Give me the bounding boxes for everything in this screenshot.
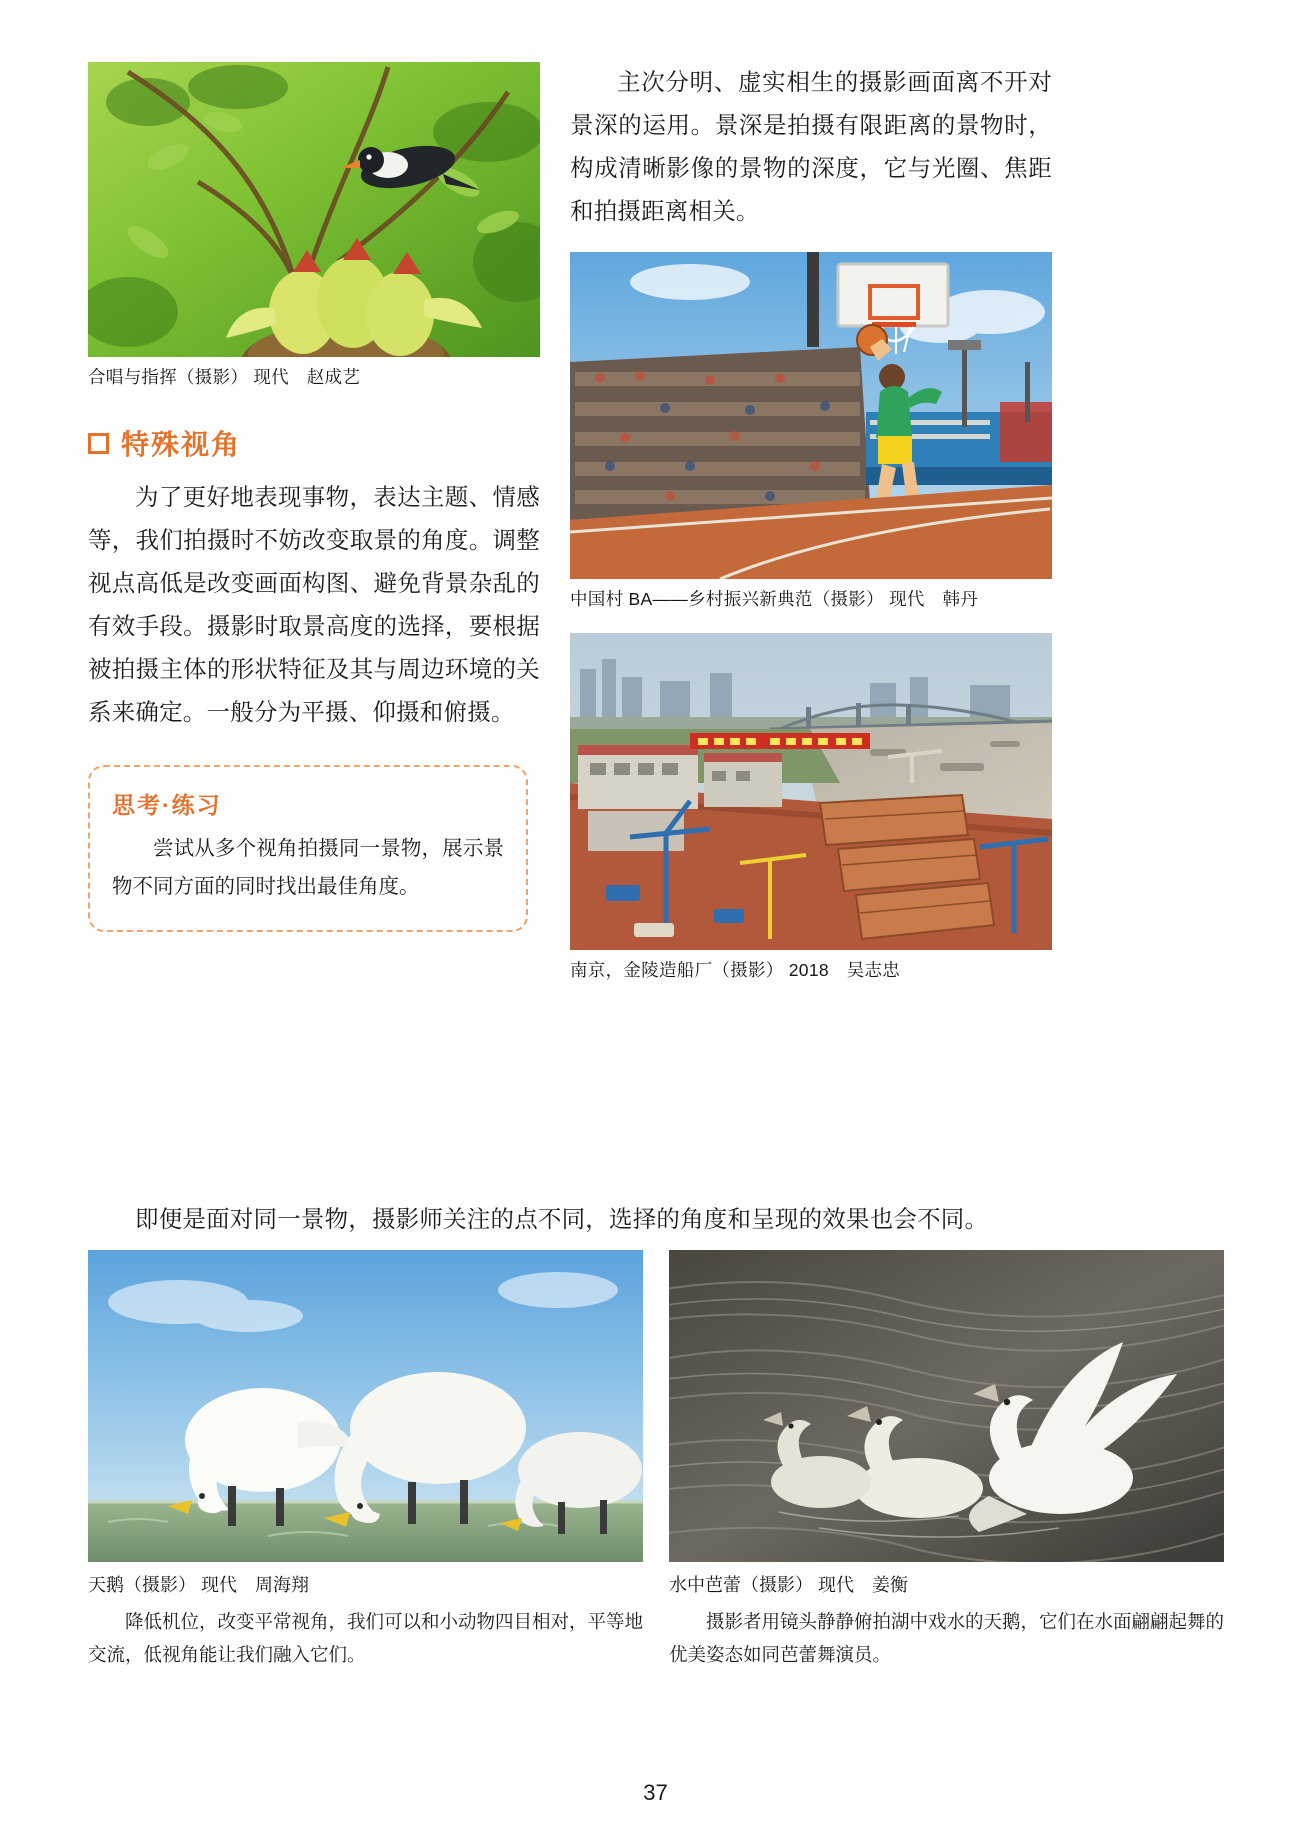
square-marker-icon: [88, 433, 109, 454]
photo-basketball-caption: 中国村 BA——乡村振兴新典范（摄影） 现代 韩丹: [570, 589, 979, 609]
right-column: [570, 62, 1052, 982]
left-column: [88, 62, 540, 932]
think-practice-title: 思考·练习: [112, 792, 222, 818]
photo-water-ballet-note: 摄影者用镜头静静俯拍湖中戏水的天鹅，它们在水面翩翩起舞的优美姿态如同芭蕾舞演员。: [669, 1613, 1225, 1666]
photo-birds-nest: [88, 62, 540, 357]
photo-basketball: [570, 252, 1052, 579]
middle-paragraph: 即便是面对同一景物，摄影师关注的点不同，选择的角度和呈现的效果也会不同。: [135, 1207, 989, 1233]
section-title: 特殊视角: [121, 429, 242, 460]
photo-shipyard: [570, 633, 1052, 950]
photo-shipyard-caption: 南京，金陵造船厂（摄影） 2018 吴志忠: [570, 960, 901, 980]
bottom-photo-row: [88, 1250, 1224, 1673]
photo-swans-caption: 天鹅（摄影） 现代 周海翔: [88, 1575, 309, 1595]
section-heading: [88, 423, 540, 463]
photo-swans-note: 降低机位，改变平常视角，我们可以和小动物四目相对，平等地交流，低视角能让我们融入它们。: [88, 1613, 644, 1666]
bottom-item-swan: [88, 1250, 643, 1673]
section-paragraph: 为了更好地表现事物，表达主题、情感等，我们拍摄时不妨改变取景的角度。调整视点高低是改变画面构图、避免背景杂乱的有效手段。摄影时取景高度的选择，要根据被拍摄主体的形状特征及其与周边环境的关系来确定。一般分为平摄、仰摄和俯摄。: [88, 485, 540, 726]
photo-water-ballet: [669, 1250, 1224, 1562]
photo-swans: [88, 1250, 643, 1562]
page-number: 37: [643, 1780, 668, 1805]
photo-water-ballet-caption: 水中芭蕾（摄影） 现代 姜衡: [669, 1575, 908, 1595]
think-practice-body: 尝试从多个视角拍摄同一景物，展示景物不同方面的同时找出最佳角度。: [112, 838, 504, 898]
think-practice-box: [88, 765, 528, 932]
intro-paragraph: 主次分明、虚实相生的摄影画面离不开对景深的运用。景深是拍摄有限距离的景物时，构成清晰影像的景物的深度，它与光圈、焦距和拍摄距离相关。: [570, 70, 1052, 225]
bottom-item-ballet: [669, 1250, 1224, 1673]
photo-birds-caption: 合唱与指挥（摄影） 现代 赵成艺: [88, 367, 361, 387]
